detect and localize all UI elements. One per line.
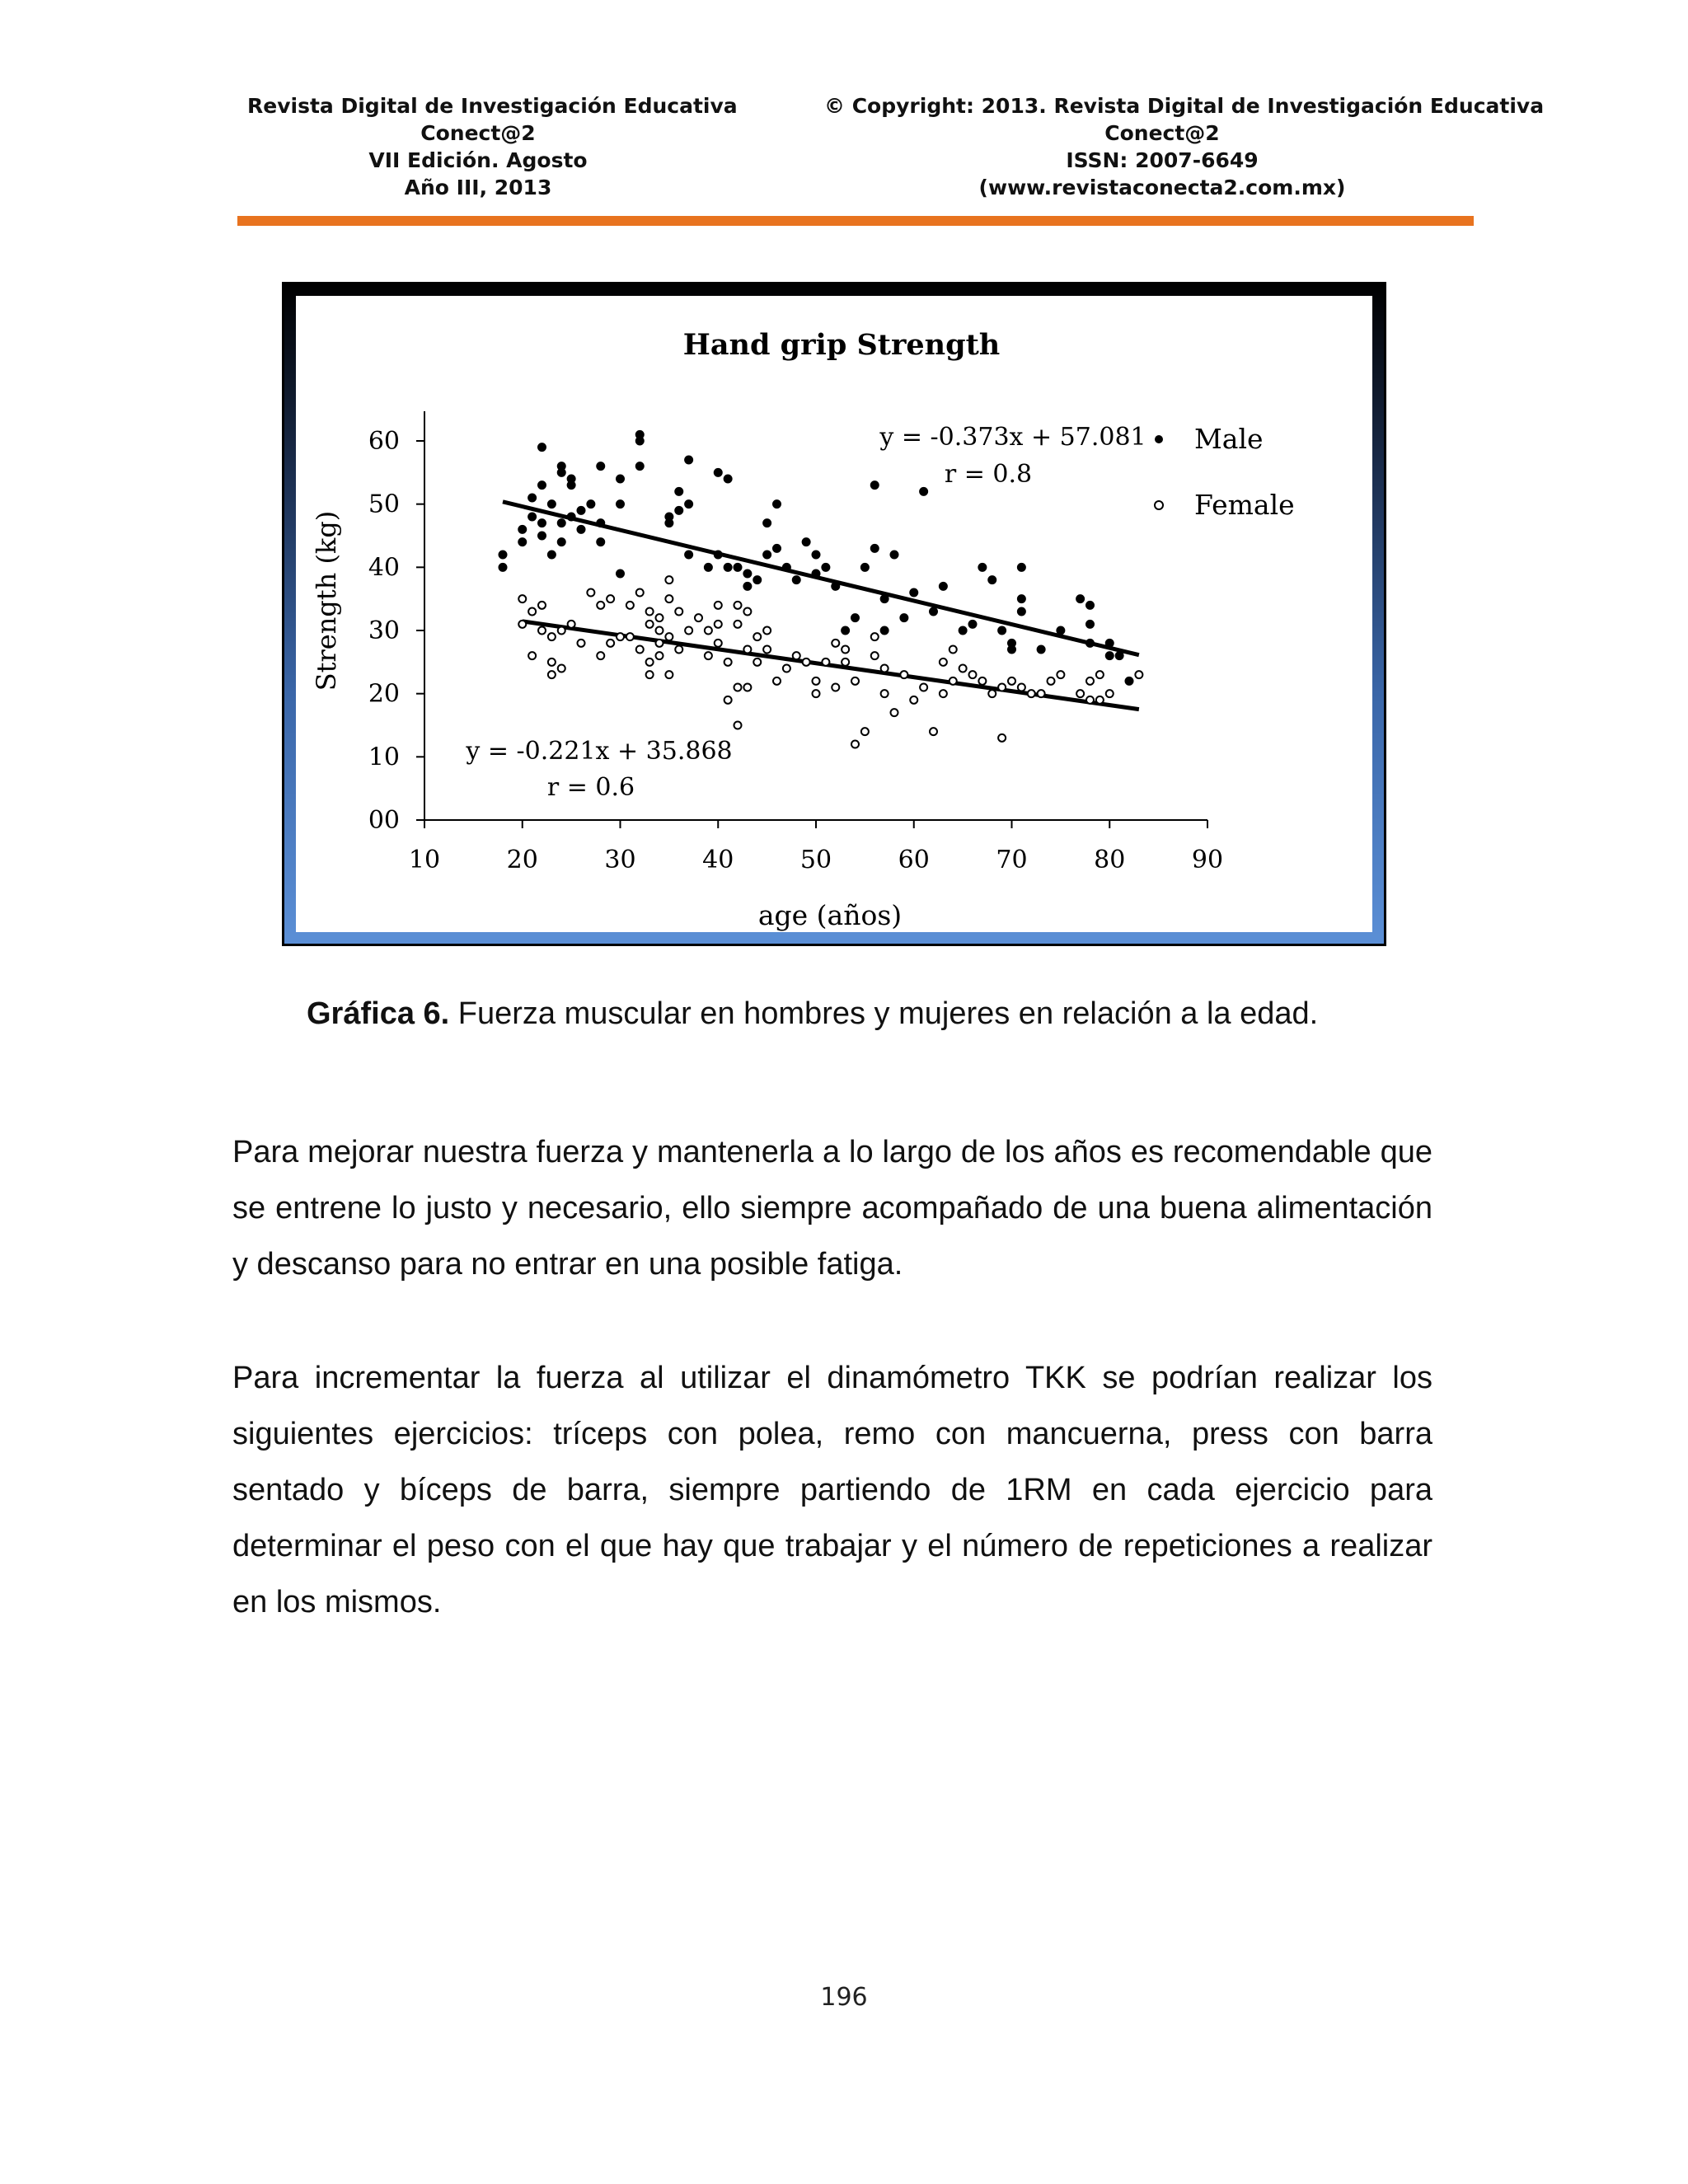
data-points: [499, 430, 1142, 748]
y-tick-label: 20: [368, 679, 400, 709]
female-point: [930, 728, 937, 735]
male-point: [1086, 639, 1095, 647]
female-point: [656, 640, 663, 647]
legend-female-label: Female: [1194, 489, 1295, 521]
female-point: [597, 652, 604, 659]
female-point: [1048, 677, 1055, 685]
female-point: [822, 658, 829, 666]
female-point: [959, 665, 967, 673]
male-point: [743, 582, 752, 590]
male-trendline-r: r = 0.8: [944, 460, 1033, 489]
female-point: [715, 640, 722, 647]
female-point: [940, 658, 947, 666]
copyright: © Copyright: 2013. Revista Digital de Investigación Educativa: [824, 94, 1545, 118]
female-point: [528, 652, 536, 659]
male-point: [880, 626, 889, 635]
male-point: [587, 500, 595, 509]
male-point: [851, 614, 860, 622]
male-point: [1105, 639, 1114, 647]
female-point: [734, 722, 742, 729]
male-point: [724, 563, 732, 571]
female-point: [1028, 690, 1035, 697]
female-point: [734, 621, 742, 628]
female-point: [950, 646, 957, 654]
female-point: [871, 652, 879, 659]
female-point: [851, 677, 859, 685]
female-point: [1008, 677, 1015, 685]
female-point: [587, 589, 594, 597]
female-point: [665, 671, 673, 678]
male-point: [782, 563, 790, 571]
female-point: [871, 633, 879, 640]
male-point: [812, 551, 820, 559]
header-rule: [237, 216, 1474, 226]
female-point: [1106, 690, 1114, 697]
female-point: [998, 734, 1006, 742]
male-point: [665, 513, 673, 521]
female-point: [783, 665, 790, 673]
header-right: [824, 92, 1545, 201]
caption-text: Fuerza muscular en hombres y mujeres en relación a la edad.: [449, 996, 1319, 1031]
journal-short-name-right: Conect@2: [1104, 121, 1220, 145]
male-point: [959, 626, 967, 635]
female-point: [940, 690, 947, 697]
female-point: [969, 671, 977, 678]
edition: VII Edición. Agosto: [368, 148, 588, 172]
female-point: [743, 646, 751, 654]
body-paragraph-2: Para incrementar la fuerza al utilizar el dinamómetro TKK se podrían realizar los siguientes ejercicios: tríceps con polea, remo con mancuerna, press con barra sentado y bíceps de barra, siempre partiendo de 1RM en cada ejercicio para determinar el peso con el que hay que trabajar y el número de repeticiones a realizar en los mismos.: [232, 1361, 1432, 1619]
male-point: [910, 588, 918, 597]
male-point: [538, 532, 546, 540]
female-point: [685, 627, 692, 635]
male-point: [675, 506, 683, 514]
figure-caption: [307, 994, 1461, 1033]
male-point: [939, 582, 947, 590]
female-point: [724, 658, 732, 666]
male-point: [822, 563, 830, 571]
journal-short-name: Conect@2: [420, 121, 536, 145]
male-point: [1086, 601, 1095, 609]
male-point: [880, 595, 889, 603]
x-tick-label: 50: [799, 846, 832, 874]
female-point: [753, 633, 761, 640]
female-point: [920, 684, 927, 691]
male-point: [567, 513, 575, 521]
male-point: [1105, 652, 1114, 660]
female-point: [1086, 677, 1094, 685]
y-axis-label: Strength (kg): [311, 510, 342, 691]
female-point: [665, 595, 673, 602]
male-point: [538, 481, 546, 490]
female-point: [832, 684, 839, 691]
female-point: [715, 621, 722, 628]
female-point: [597, 602, 604, 609]
x-tick-label: 80: [1094, 846, 1126, 874]
female-point: [881, 690, 889, 697]
male-point: [1125, 677, 1133, 685]
female-point: [900, 671, 907, 678]
female-point: [665, 576, 673, 583]
female-point: [665, 633, 673, 640]
female-point: [1076, 690, 1084, 697]
male-point: [635, 437, 644, 445]
female-point: [568, 621, 575, 628]
female-point: [518, 621, 526, 628]
female-point: [1057, 671, 1064, 678]
chart-title: Hand grip Strength: [682, 328, 1001, 362]
male-point: [617, 569, 625, 578]
female-point: [675, 646, 682, 654]
male-point: [597, 462, 605, 471]
male-point: [998, 626, 1006, 635]
male-point: [1008, 645, 1016, 654]
female-point: [1135, 671, 1142, 678]
female-point: [724, 696, 732, 704]
female-point: [646, 608, 654, 616]
male-point: [635, 462, 644, 471]
male-point: [547, 551, 556, 559]
male-point: [920, 487, 928, 495]
female-point: [646, 671, 654, 678]
female-point: [763, 646, 771, 654]
female-point: [656, 652, 663, 659]
female-point: [636, 589, 644, 597]
female-point: [695, 614, 702, 621]
female-point: [656, 614, 663, 621]
female-point: [715, 602, 722, 609]
female-point: [803, 658, 810, 666]
female-trendline-r: r = 0.6: [546, 773, 635, 802]
female-point: [734, 684, 742, 691]
female-point: [518, 595, 526, 602]
female-point: [558, 627, 565, 635]
male-point: [597, 538, 605, 546]
journal-title: Revista Digital de Investigación Educativa: [247, 94, 738, 118]
male-point: [685, 500, 693, 509]
female-point: [548, 633, 556, 640]
female-point: [842, 646, 849, 654]
female-point: [1038, 690, 1045, 697]
female-point: [528, 608, 536, 616]
male-point: [763, 519, 771, 527]
female-point: [656, 627, 663, 635]
male-point: [528, 513, 537, 521]
male-point: [577, 506, 585, 514]
male-point: [1017, 563, 1025, 571]
female-point: [734, 602, 742, 609]
female-point: [813, 690, 820, 697]
female-point: [743, 608, 751, 616]
female-point: [891, 709, 898, 716]
male-point: [675, 487, 683, 495]
male-point: [832, 582, 840, 590]
female-trendline-equation: y = -0.221x + 35.868: [466, 737, 733, 766]
x-tick-label: 20: [506, 846, 538, 874]
male-point: [802, 538, 810, 546]
male-point: [870, 481, 879, 490]
year: Año III, 2013: [404, 176, 552, 199]
male-point: [685, 551, 693, 559]
y-tick-label: 00: [368, 806, 400, 835]
female-point: [881, 665, 889, 673]
page-number: 196: [820, 1983, 868, 2012]
male-point: [518, 525, 527, 533]
female-point: [910, 696, 917, 704]
female-point: [813, 677, 820, 685]
male-point: [1017, 607, 1025, 616]
male-point: [567, 481, 575, 490]
x-tick-label: 40: [702, 846, 734, 874]
female-point: [548, 658, 556, 666]
male-trendline-equation: y = -0.373x + 57.081: [879, 423, 1146, 452]
chart-legend: [1155, 423, 1295, 521]
male-point: [812, 569, 820, 578]
female-point: [793, 652, 800, 659]
female-point: [607, 595, 614, 602]
issn: ISSN: 2007-6649: [1066, 148, 1259, 172]
female-point: [743, 684, 751, 691]
male-point: [890, 551, 898, 559]
x-tick-label: 60: [898, 846, 930, 874]
body-paragraph-1: Para mejorar nuestra fuerza y mantenerla a lo largo de los años es recomendable que se entrene lo justo y necesario, ello siempre acompañado de una buena alimentación y descanso para no entrar en una posible fatiga.: [232, 1135, 1432, 1282]
female-point: [861, 728, 869, 735]
male-point: [557, 519, 565, 527]
y-tick-label: 10: [368, 743, 400, 772]
female-point: [558, 665, 565, 673]
female-point: [1086, 696, 1094, 704]
female-point: [832, 640, 839, 647]
female-point: [763, 627, 771, 635]
male-point: [1017, 595, 1025, 603]
figure-panel: [296, 296, 1372, 932]
male-point: [724, 475, 732, 483]
male-point: [968, 620, 977, 628]
female-point: [1096, 696, 1104, 704]
x-tick-label: 70: [996, 846, 1028, 874]
female-point: [617, 633, 624, 640]
female-point: [675, 608, 682, 616]
female-point: [646, 658, 654, 666]
female-point: [626, 602, 634, 609]
x-tick-label: 10: [408, 846, 441, 874]
male-point: [978, 563, 987, 571]
male-point: [753, 576, 762, 584]
male-point: [499, 551, 507, 559]
female-point: [607, 640, 614, 647]
male-point: [557, 538, 565, 546]
female-point: [626, 633, 634, 640]
male-point: [1076, 595, 1085, 603]
female-point: [998, 684, 1006, 691]
header-left: [247, 92, 738, 201]
female-point: [753, 658, 761, 666]
male-point: [617, 500, 625, 509]
male-point: [518, 538, 527, 546]
male-point: [597, 519, 605, 527]
male-point: [577, 525, 585, 533]
male-point: [773, 544, 781, 552]
male-point: [900, 614, 908, 622]
y-tick-label: 50: [368, 490, 400, 519]
female-point: [1018, 684, 1025, 691]
male-point: [842, 626, 850, 635]
male-point: [547, 500, 556, 509]
y-tick-label: 30: [368, 616, 400, 645]
female-point: [578, 640, 585, 647]
scatter-chart: [296, 296, 1372, 932]
male-point: [792, 576, 800, 584]
journal-url: (www.revistaconecta2.com.mx): [978, 176, 1346, 199]
male-point: [1037, 645, 1045, 654]
male-point: [557, 468, 565, 476]
male-point: [617, 475, 625, 483]
x-tick-label: 90: [1191, 846, 1224, 874]
male-point: [714, 551, 722, 559]
male-point: [538, 443, 546, 452]
legend-male-label: Male: [1194, 423, 1264, 455]
legend-female-marker: [1155, 501, 1163, 509]
x-axis-label: age (años): [757, 899, 903, 931]
female-point: [950, 677, 957, 685]
female-point: [842, 658, 849, 666]
male-point: [714, 468, 722, 476]
male-point: [1115, 652, 1123, 660]
female-point: [636, 646, 644, 654]
female-point: [548, 671, 556, 678]
female-point: [978, 677, 986, 685]
male-point: [538, 519, 546, 527]
female-point: [538, 602, 546, 609]
male-point: [763, 551, 771, 559]
male-point: [743, 569, 752, 578]
male-point: [860, 563, 869, 571]
y-tick-label: 40: [368, 553, 400, 583]
male-point: [528, 494, 537, 502]
male-point: [988, 576, 996, 584]
female-point: [988, 690, 996, 697]
male-point: [704, 563, 712, 571]
figure-frame: [282, 282, 1386, 946]
male-point: [773, 500, 781, 509]
male-point: [499, 563, 507, 571]
female-point: [773, 677, 781, 685]
female-point: [646, 621, 654, 628]
female-point: [1096, 671, 1104, 678]
female-point: [705, 652, 712, 659]
legend-male-marker: [1155, 435, 1163, 443]
male-point: [870, 544, 879, 552]
y-tick-label: 60: [368, 427, 400, 456]
male-point: [1057, 626, 1065, 635]
caption-label: Gráfica 6.: [307, 996, 450, 1031]
male-point: [930, 607, 938, 616]
female-point: [851, 741, 859, 748]
male-point: [685, 456, 693, 464]
male-point: [1086, 620, 1095, 628]
female-point: [705, 627, 712, 635]
male-point: [734, 563, 742, 571]
female-point: [538, 627, 546, 635]
x-tick-label: 30: [604, 846, 636, 874]
